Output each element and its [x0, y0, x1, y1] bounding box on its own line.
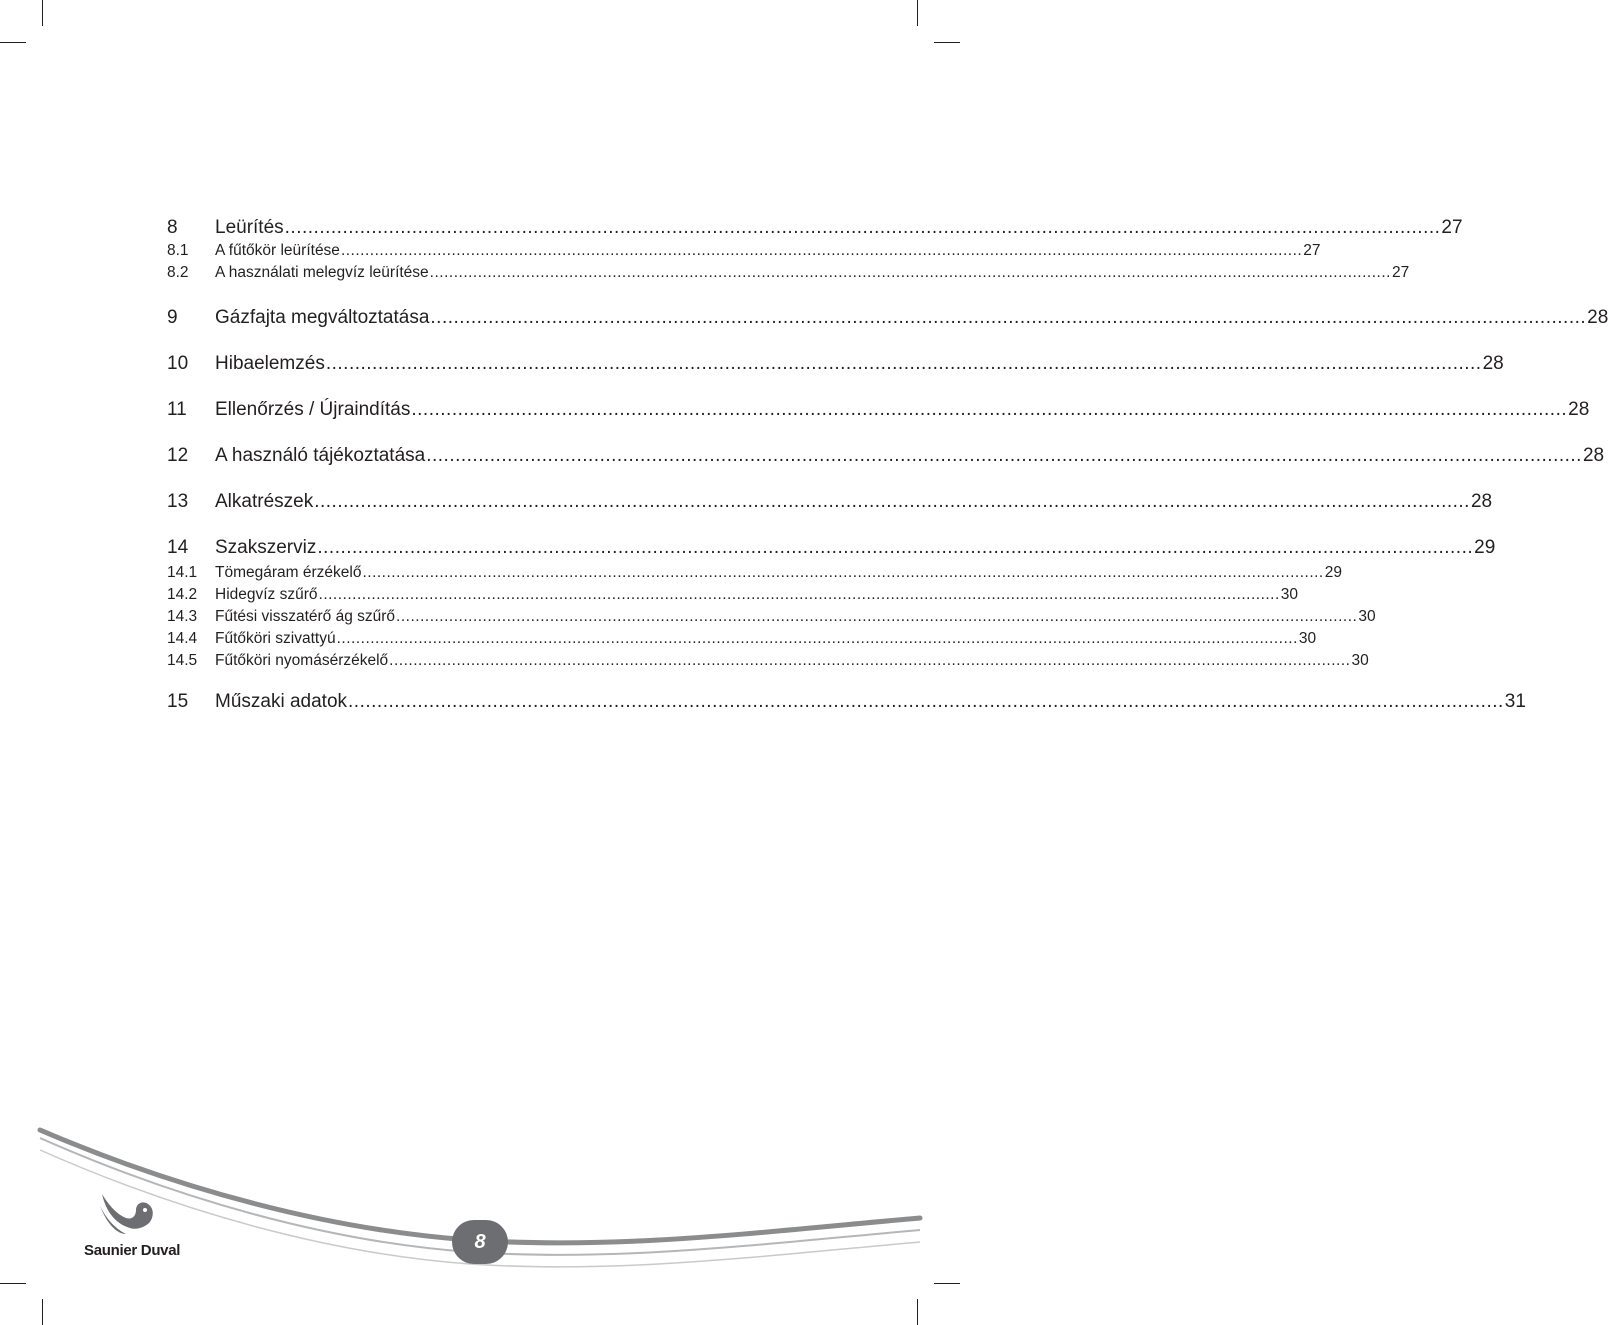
- toc-entry-number: 14.2: [167, 586, 198, 603]
- crop-mark-top-left-v: [42, 0, 43, 26]
- toc-leader-dots: ........................................................................................................................................................................................................: [389, 652, 1351, 669]
- toc-entry[interactable]: [167, 262, 1410, 284]
- toc-leader-dots: ........................................................................................................................................................................................................: [314, 491, 1470, 512]
- toc-entry-title: Fűtőköri szivattyú: [215, 630, 336, 647]
- toc-entry-title: Műszaki adatok: [215, 691, 348, 712]
- toc-entry-page: 28: [1482, 353, 1504, 374]
- toc-entry-page: 27: [1303, 242, 1321, 259]
- toc-leader-dots: ........................................................................................................................................................................................................: [318, 586, 1280, 603]
- toc-leader-dots: ........................................................................................................................................................................................................: [325, 353, 1482, 374]
- toc-entry-page: 30: [1280, 586, 1299, 603]
- toc-entry[interactable]: [167, 650, 1369, 672]
- toc-entry-page: 29: [1474, 537, 1496, 558]
- brand-name: Saunier Duval: [84, 1242, 181, 1259]
- toc-entry-page: 27: [1391, 264, 1410, 281]
- toc-leader-dots: ........................................................................................................................................................................................................: [317, 537, 1474, 558]
- toc-entry[interactable]: [167, 306, 1608, 330]
- toc-leader-dots: ........................................................................................................................................................................................................: [340, 242, 1303, 259]
- toc-entry[interactable]: [167, 240, 1321, 262]
- table-of-contents: [167, 216, 1608, 714]
- toc-entry-number: 11: [167, 399, 187, 420]
- toc-entry-number: 8: [167, 217, 178, 238]
- toc-entry-title: Fűtési visszatérő ág szűrő: [215, 608, 396, 625]
- toc-entry-number: 8.2: [167, 264, 189, 281]
- toc-leader-dots: ........................................................................................................................................................................................................: [284, 217, 1441, 238]
- toc-entry-title: Leürítés: [215, 217, 284, 238]
- toc-entry-page: 27: [1441, 217, 1463, 238]
- toc-entry-number: 14: [167, 537, 189, 558]
- toc-entry-title: Tömegáram érzékelő: [215, 564, 362, 581]
- toc-entry[interactable]: [167, 490, 1493, 514]
- toc-leader-dots: ........................................................................................................................................................................................................: [336, 630, 1298, 647]
- toc-entry-number: 14.4: [167, 630, 198, 647]
- page-number-badge: [452, 1220, 508, 1264]
- toc-leader-dots: ........................................................................................................................................................................................................: [430, 307, 1587, 328]
- toc-entry[interactable]: [167, 444, 1605, 468]
- toc-leader-dots: ........................................................................................................................................................................................................: [348, 691, 1504, 712]
- toc-entry-number: 14.5: [167, 652, 198, 669]
- toc-entry-page: 30: [1298, 630, 1317, 647]
- toc-entry-number: 9: [167, 307, 178, 328]
- toc-entry[interactable]: [167, 398, 1590, 422]
- toc-entry[interactable]: [167, 216, 1463, 240]
- toc-leader-dots: ........................................................................................................................................................................................................: [429, 264, 1391, 281]
- toc-entry[interactable]: [167, 352, 1504, 376]
- toc-entry-title: Gázfajta megváltoztatása: [215, 307, 430, 328]
- toc-entry-page: 30: [1358, 608, 1376, 625]
- toc-entry[interactable]: [167, 562, 1342, 584]
- toc-leader-dots: ........................................................................................................................................................................................................: [396, 608, 1358, 625]
- toc-entry-title: A használati melegvíz leürítése: [215, 264, 429, 281]
- toc-entry-title: Alkatrészek: [215, 491, 314, 512]
- toc-entry-page: 28: [1568, 399, 1590, 420]
- toc-entry-number: 14.3: [167, 608, 198, 625]
- toc-entry-title: A használó tájékoztatása: [215, 445, 426, 466]
- toc-entry-number: 13: [167, 491, 189, 512]
- toc-entry-number: 12: [167, 445, 189, 466]
- saunier-duval-bird-logo-icon: [96, 1190, 158, 1240]
- toc-entry-number: 15: [167, 691, 189, 712]
- page-number: 8: [474, 1230, 486, 1253]
- crop-mark-top-right-v: [917, 0, 918, 26]
- toc-entry[interactable]: [167, 690, 1526, 714]
- toc-leader-dots: ........................................................................................................................................................................................................: [426, 445, 1582, 466]
- toc-leader-dots: ........................................................................................................................................................................................................: [362, 564, 1324, 581]
- toc-entry-title: Szakszerviz: [215, 537, 317, 558]
- crop-mark-top-right-h: [934, 42, 960, 43]
- toc-entry-number: 14.1: [167, 564, 198, 581]
- toc-entry-page: 29: [1324, 564, 1342, 581]
- toc-leader-dots: ........................................................................................................................................................................................................: [411, 399, 1568, 420]
- toc-entry-page: 28: [1470, 491, 1493, 512]
- toc-entry[interactable]: [167, 606, 1376, 628]
- toc-entry[interactable]: [167, 536, 1496, 560]
- toc-entry-number: 10: [167, 353, 189, 374]
- toc-entry-page: 28: [1582, 445, 1605, 466]
- toc-entry-number: 8.1: [167, 242, 189, 259]
- toc-entry-page: 31: [1504, 691, 1526, 712]
- toc-entry-title: Fűtőköri nyomásérzékelő: [215, 652, 389, 669]
- toc-entry-page: 30: [1351, 652, 1369, 669]
- toc-entry-title: A fűtőkör leürítése: [215, 242, 340, 259]
- toc-entry[interactable]: [167, 584, 1299, 606]
- toc-entry-page: 28: [1587, 307, 1608, 328]
- toc-entry[interactable]: [167, 628, 1317, 650]
- toc-entry-title: Hidegvíz szűrő: [215, 586, 318, 603]
- crop-mark-top-left-h: [0, 42, 26, 43]
- toc-entry-title: Ellenőrzés / Újraindítás: [215, 399, 411, 420]
- toc-entry-title: Hibaelemzés: [215, 353, 325, 374]
